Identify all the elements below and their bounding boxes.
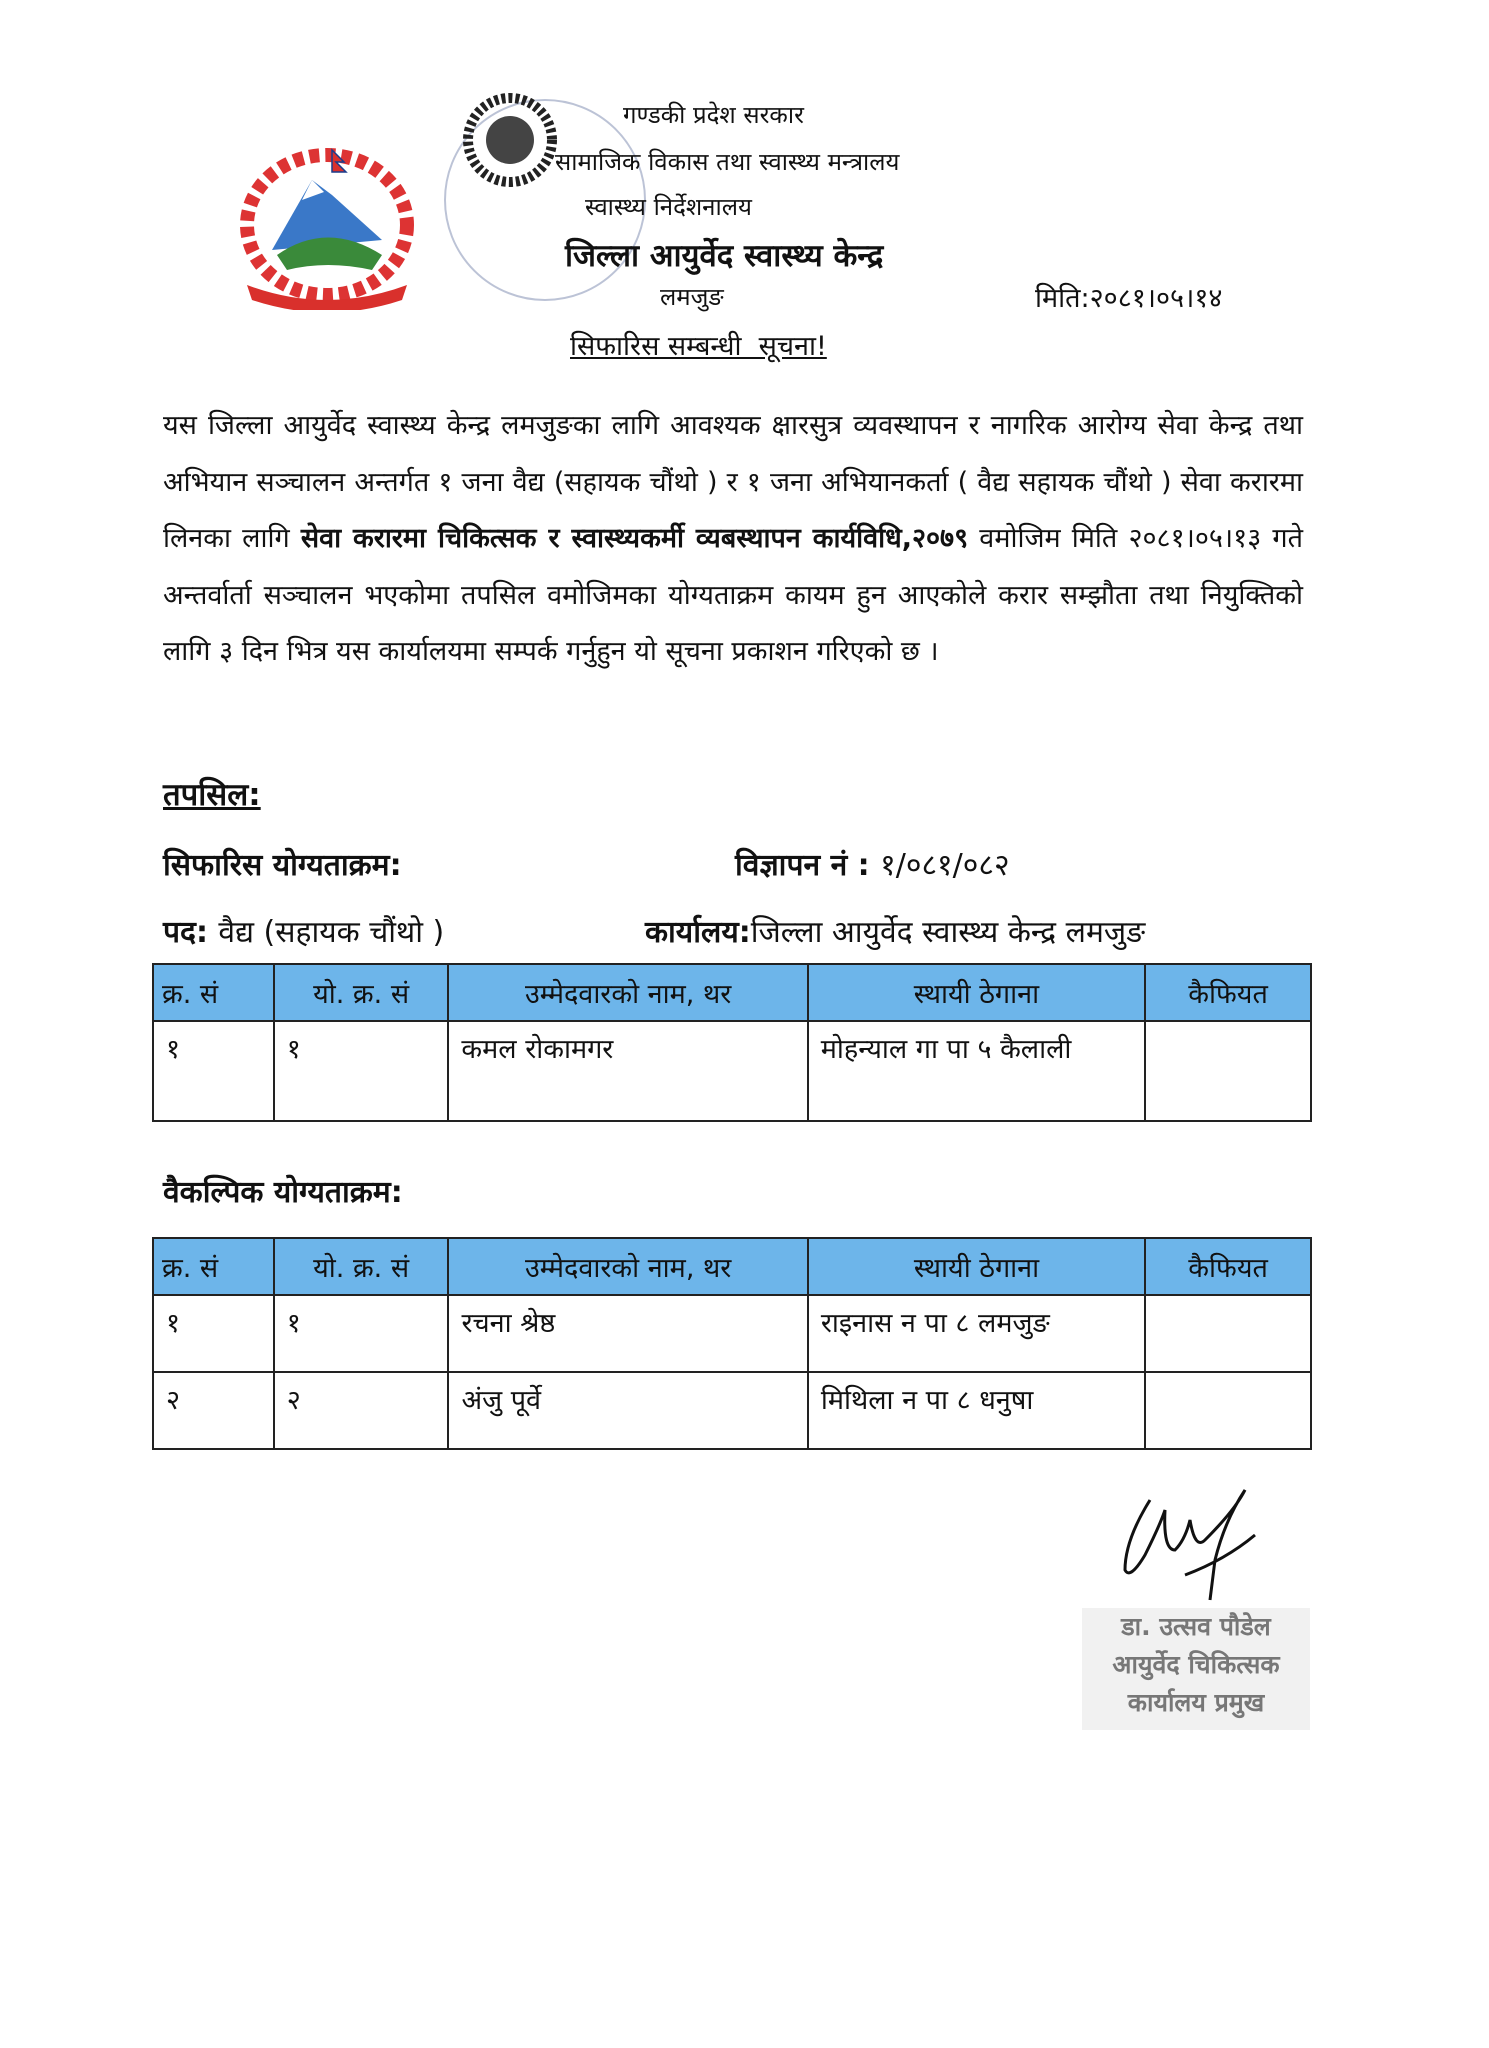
col-address: स्थायी ठेगाना — [808, 1238, 1145, 1295]
body-text-1: यस जिल्ला आयुर्वेद स्वास्थ्य केन्द्र लमजुङका लागि आवश्यक क्षारसुत्र व्यवस्थापन र नागरिक आरोग्य सेवा केन्द्र तथा अभियान सञ्चालन अन्तर्गत १ जना वैद्य (सहायक चौंथो ) र १ जना अभियानकर्ता ( वैद्य सहायक चौंथो ) सेवा करारमा लिनका लागि — [163, 410, 1303, 554]
office-value: जिल्ला आयुर्वेद स्वास्थ्य केन्द्र लमजुङ — [750, 915, 1146, 950]
signatory-title: आयुर्वेद चिकित्सक — [1112, 1650, 1280, 1679]
notice-body — [163, 398, 1303, 681]
header-ministry: सामाजिक विकास तथा स्वास्थ्य मन्त्रालय — [555, 148, 900, 176]
header-govt: गण्डकी प्रदेश सरकार — [623, 101, 804, 129]
table-row — [153, 1021, 1311, 1121]
col-sn: क्र. सं — [153, 1238, 274, 1295]
cell-rank: १ — [274, 1295, 449, 1372]
office-label: कार्यालय: — [645, 915, 751, 950]
cell-address: मिथिला न पा ८ धनुषा — [808, 1372, 1145, 1449]
col-remarks: कैफियत — [1145, 964, 1311, 1021]
body-procedure-name: सेवा करारमा चिकित्सक र स्वास्थ्यकर्मी व्यबस्थापन कार्यविधि,२०७९ — [300, 523, 969, 554]
table-header-row — [153, 964, 1311, 1021]
ad-number-label: विज्ञापन नं : — [735, 848, 870, 883]
notice-subject: सिफारिस सम्बन्धी सूचना! — [570, 331, 827, 362]
col-address: स्थायी ठेगाना — [808, 964, 1145, 1021]
cell-address: राइनास न पा ८ लमजुङ — [808, 1295, 1145, 1372]
col-remarks: कैफियत — [1145, 1238, 1311, 1295]
table-row — [153, 1372, 1311, 1449]
col-rank: यो. क्र. सं — [274, 964, 449, 1021]
post-value: वैद्य (सहायक चौंथो ) — [218, 915, 445, 950]
alternate-label: वैकल्पिक योग्यताक्रम: — [163, 1175, 403, 1210]
cell-name: अंजु पूर्वे — [448, 1372, 807, 1449]
header-directorate: स्वास्थ्य निर्देशनालय — [585, 193, 752, 221]
ad-number-value: १/०८१/०८२ — [880, 848, 1010, 883]
ad-number — [735, 843, 1010, 884]
col-name: उम्मेदवारको नाम, थर — [448, 1238, 807, 1295]
signatory-stamp — [1082, 1608, 1310, 1730]
cell-remarks — [1145, 1021, 1311, 1121]
col-name: उम्मेदवारको नाम, थर — [448, 964, 807, 1021]
col-rank: यो. क्र. सं — [274, 1238, 449, 1295]
recommended-label: सिफारिस योग्यताक्रम: — [163, 848, 402, 883]
notice-date: मिति:२०८१।०५।१४ — [1035, 283, 1223, 314]
recommended-table — [152, 963, 1312, 1122]
cell-sn: १ — [153, 1295, 274, 1372]
signatory-name: डा. उत्सव पौडेल — [1121, 1612, 1271, 1641]
cell-sn: १ — [153, 1021, 274, 1121]
post — [163, 910, 444, 951]
cell-remarks — [1145, 1295, 1311, 1372]
cell-rank: २ — [274, 1372, 449, 1449]
cell-remarks — [1145, 1372, 1311, 1449]
alternate-table — [152, 1237, 1312, 1450]
header-location: लमजुङ — [660, 283, 724, 311]
body-text-2: वमोजिम मिति २०८१।०५।१३ गते अन्तर्वार्ता सञ्चालन भएकोमा तपसिल वमोजिमका योग्यताक्रम कायम हुन आएकोले करार सम्झौता तथा नियुक्तिको लागि ३ दिन भित्र यस कार्यालयमा सम्पर्क गर्नुहुन यो सूचना प्रकाशन गरिएको छ । — [163, 523, 1303, 667]
cell-name: कमल रोकामगर — [448, 1021, 807, 1121]
details-heading: तपसिल: — [163, 777, 261, 813]
col-sn: क्र. सं — [153, 964, 274, 1021]
cell-address: मोहन्याल गा पा ५ कैलाली — [808, 1021, 1145, 1121]
signature — [1105, 1480, 1305, 1610]
office — [645, 910, 1145, 951]
header-office: जिल्ला आयुर्वेद स्वास्थ्य केन्द्र — [565, 238, 884, 274]
signatory-role: कार्यालय प्रमुख — [1127, 1688, 1265, 1717]
cell-name: रचना श्रेष्ठ — [448, 1295, 807, 1372]
cell-rank: १ — [274, 1021, 449, 1121]
table-row — [153, 1295, 1311, 1372]
post-label: पद: — [163, 915, 208, 950]
table-header-row — [153, 1238, 1311, 1295]
nepal-emblem — [232, 140, 422, 310]
cell-sn: २ — [153, 1372, 274, 1449]
